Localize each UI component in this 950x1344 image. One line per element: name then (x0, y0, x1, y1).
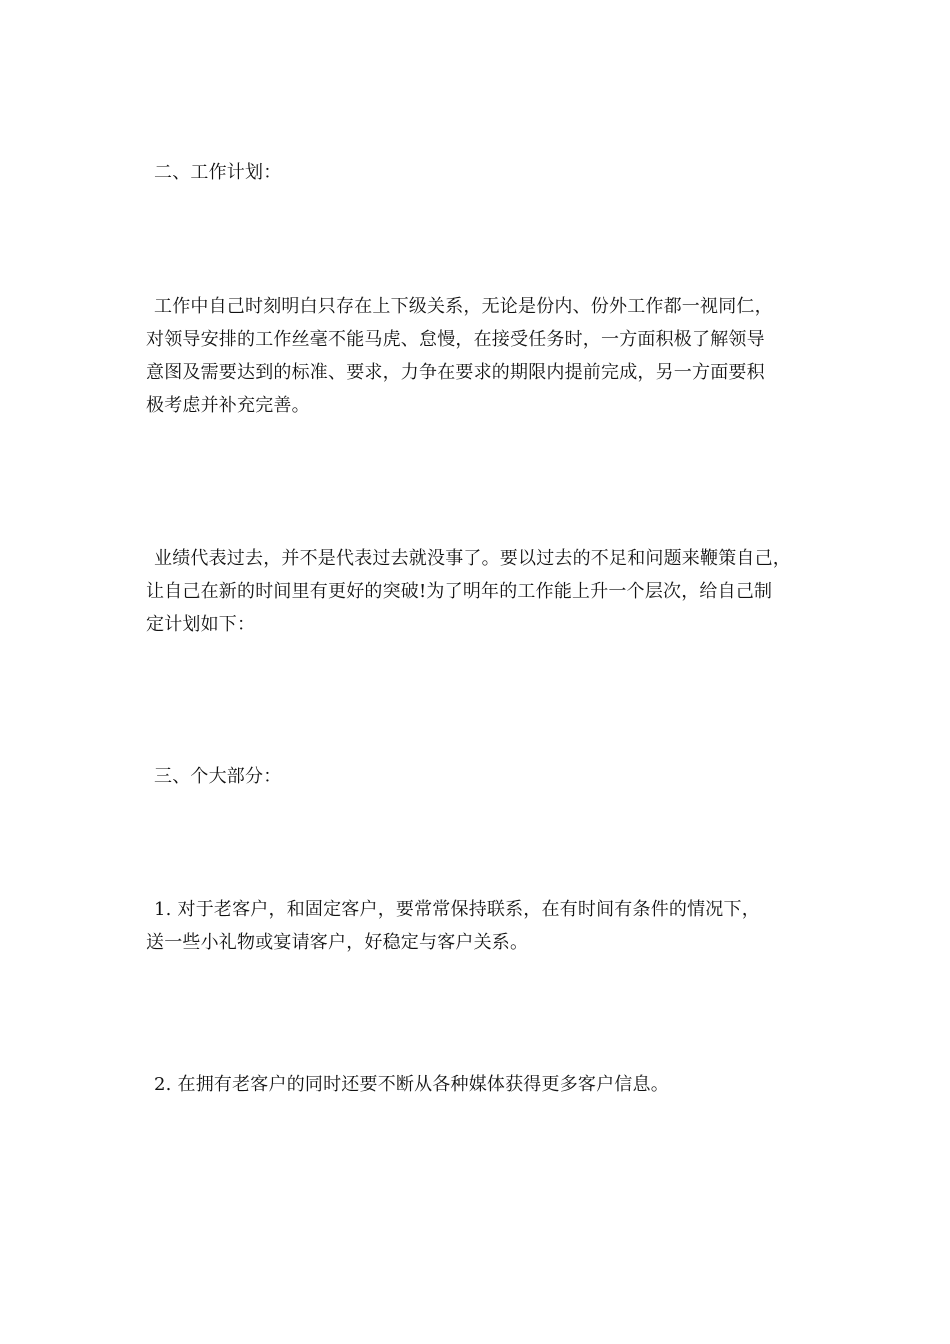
list-item-line: 2. 在拥有老客户的同时还要不断从各种媒体获得更多客户信息。 (154, 1074, 669, 1095)
paragraph-line: 定计划如下： (146, 614, 256, 635)
list-item-line: 送一些小礼物或宴请客户，好稳定与客户关系。 (146, 932, 529, 953)
paragraph-line: 极考虑并补充完善。 (146, 395, 310, 416)
section-heading-parts (146, 760, 844, 793)
paragraph-performance (146, 542, 836, 641)
paragraph-line: 让自己在新的时间里有更好的突破!为了明年的工作能上升一个层次，给自己制 (146, 581, 773, 602)
heading-text: 三、个大部分： (154, 766, 282, 787)
paragraph-line: 意图及需要达到的标准、要求，力争在要求的期限内提前完成，另一方面要积 (146, 362, 765, 383)
list-item-1 (146, 893, 836, 959)
paragraph-work-attitude (146, 290, 836, 422)
paragraph-line: 工作中自己时刻明白只存在上下级关系，无论是份内、份外工作都一视同仁， (154, 296, 773, 317)
list-item-line: 1. 对于老客户，和固定客户，要常常保持联系，在有时间有条件的情况下， (154, 899, 760, 920)
paragraph-line: 业绩代表过去，并不是代表过去就没事了。要以过去的不足和问题来鞭策自己， (154, 548, 791, 569)
heading-text: 二、工作计划： (154, 162, 282, 183)
section-heading-work-plan (146, 156, 844, 189)
paragraph-line: 对领导安排的工作丝毫不能马虎、怠慢，在接受任务时，一方面积极了解领导 (146, 329, 765, 350)
list-item-2 (146, 1068, 836, 1101)
